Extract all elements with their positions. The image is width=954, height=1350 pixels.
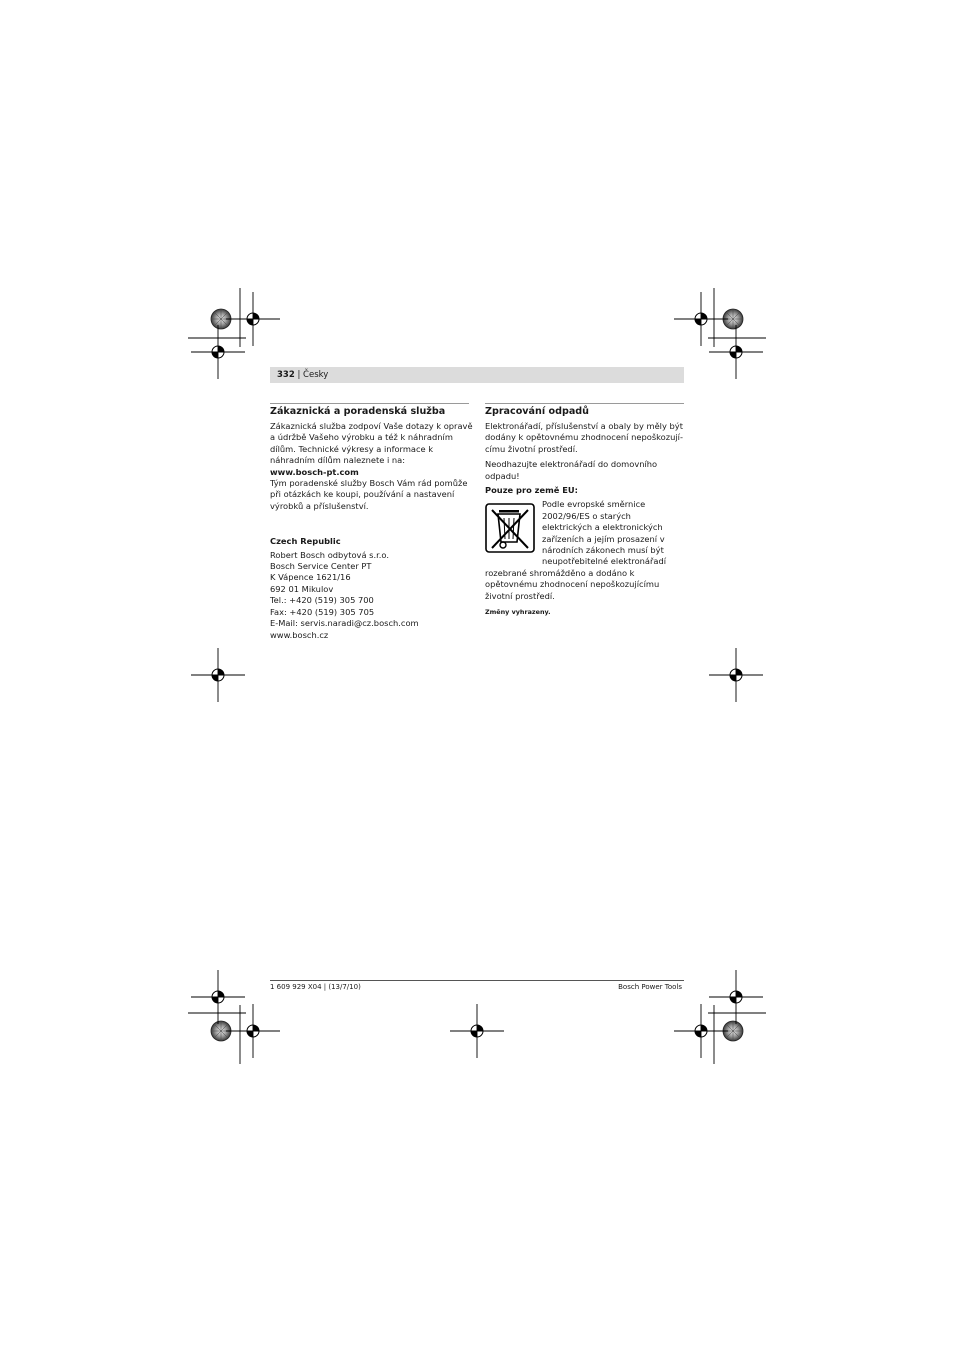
text-line: odpadu!	[485, 470, 520, 481]
eu-heading: Pouze pro země EU:	[485, 485, 578, 496]
address-line: 692 01 Mikulov	[270, 583, 334, 594]
right-section-rule	[485, 403, 684, 404]
text-line: rozebrané shromážděno a dodáno k	[485, 567, 635, 578]
text-line: elektrických a elektronických	[542, 522, 663, 533]
text-line: Tým poradenské služby Bosch Vám rád pomůže	[270, 478, 468, 489]
email-link[interactable]: E-Mail: servis.naradi@cz.bosch.com	[270, 618, 419, 629]
text-line: životní prostředí.	[485, 590, 555, 601]
address-line: Robert Bosch odbytová s.r.o.	[270, 549, 389, 560]
text-line: a údržbě Vašeho výrobku a též k náhradním	[270, 432, 453, 443]
address-line: Fax: +420 (519) 305 705	[270, 606, 375, 617]
header-language: Česky	[303, 370, 329, 380]
footer-rule	[270, 980, 684, 981]
text-line: Neodhazujte elektronářadí do domovního	[485, 459, 658, 470]
text-line: výrobků a příslušenství.	[270, 500, 369, 511]
page-number: 332	[277, 370, 295, 380]
footer-brand: Bosch Power Tools	[618, 983, 682, 991]
changes-note: Změny vyhrazeny.	[485, 608, 551, 617]
footer-doc-id: 1 609 929 X04 | (13/7/10)	[270, 983, 361, 991]
section-title: Zákaznická a poradenská služba	[270, 406, 446, 417]
text-line: címu životní prostředí.	[485, 443, 578, 454]
page-header	[277, 369, 328, 381]
text-line: Podle evropské směrnice	[542, 499, 646, 510]
text-line: dílům. Technické výkresy a informace k	[270, 443, 434, 454]
text-line: náhradním dílům naleznete i na:	[270, 455, 406, 466]
header-bar	[270, 367, 684, 383]
address-line: Bosch Service Center PT	[270, 561, 372, 572]
text-line: neupotřebitelné elektronářadí	[542, 556, 667, 567]
text-line: dodány k opětovnému zhodnocení nepoškozují-	[485, 432, 683, 443]
text-line: Elektronářadí, příslušenství a obaly by měly být	[485, 421, 683, 431]
header-separator: |	[297, 370, 301, 380]
website-link[interactable]: www.bosch-pt.com	[270, 466, 359, 477]
text-line: Zákaznická služba zodpoví Vaše dotazy k opravě	[270, 421, 473, 431]
customer-service-section	[270, 406, 475, 641]
left-section-rule	[270, 403, 469, 404]
section-title: Zpracování odpadů	[485, 406, 589, 417]
text-line: opětovnému zhodnocení nepoškozujícímu	[485, 579, 660, 590]
text-line: zařízeních a jejím prosazení v	[542, 533, 665, 544]
crossed-out-wheelie-bin-icon	[485, 503, 535, 553]
address-line: Tel.: +420 (519) 305 700	[270, 595, 374, 606]
website-link[interactable]: www.bosch.cz	[270, 629, 329, 640]
address-line: K Vápence 1621/16	[270, 572, 351, 583]
text-line: při otázkách ke koupi, používání a nastavení	[270, 489, 455, 500]
text-line: národních zákonech musí být	[542, 545, 664, 556]
country-heading: Czech Republic	[270, 536, 341, 547]
text-line: 2002/96/ES o starých	[542, 510, 631, 521]
